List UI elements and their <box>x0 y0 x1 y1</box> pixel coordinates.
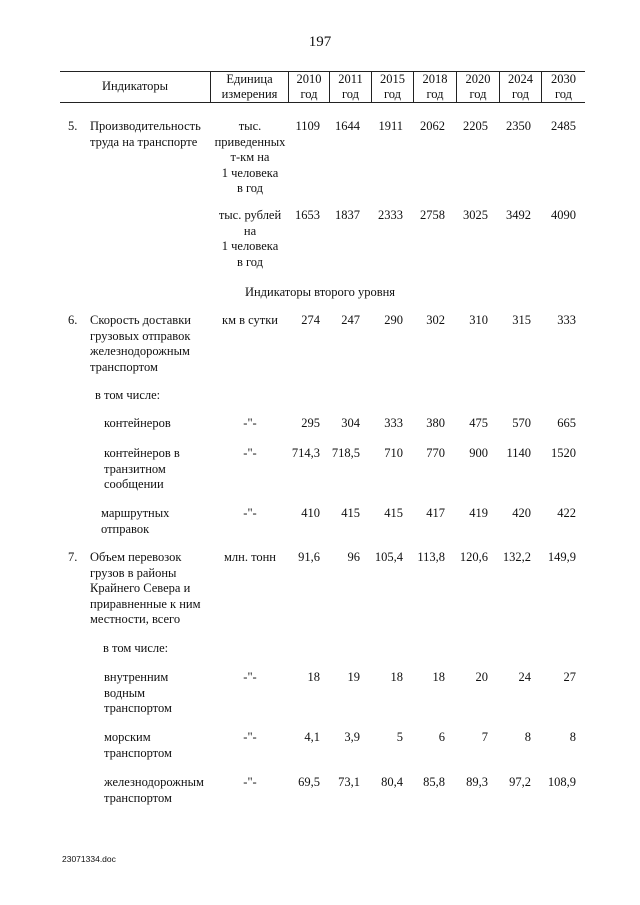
header-year-word: год <box>426 87 444 101</box>
unit-label: -"- <box>243 416 257 430</box>
header-year-word: год <box>511 87 530 101</box>
indicator-label: труда на транспорте <box>90 134 198 149</box>
value-cell: 18 <box>432 670 445 684</box>
value-cell: 710 <box>384 446 403 460</box>
header-year: 2030 <box>551 72 576 86</box>
value-cell: 24 <box>518 670 531 684</box>
value-cell: 422 <box>557 506 576 520</box>
unit-label: км в сутки <box>222 313 278 327</box>
value-cell: 333 <box>557 313 576 327</box>
value-cell: 89,3 <box>466 775 488 789</box>
value-cell: 1644 <box>335 119 360 133</box>
value-cell: 27 <box>563 670 576 684</box>
value-cell: 295 <box>301 416 320 430</box>
value-cell: 714,3 <box>291 446 320 460</box>
value-cell: 120,6 <box>459 550 488 564</box>
value-cell: 91,6 <box>298 550 320 564</box>
value-cell: 310 <box>469 313 488 327</box>
header-year: 2020 <box>465 72 491 86</box>
value-cell: 96 <box>347 550 360 564</box>
header-indicators: Индикаторы <box>101 79 169 93</box>
indicator-label: транзитном <box>104 461 166 476</box>
indicator-label: местности, всего <box>90 612 181 626</box>
including-label: в том числе: <box>95 388 161 402</box>
value-cell: 8 <box>524 730 531 744</box>
value-cell: 410 <box>301 506 320 520</box>
value-cell: 4090 <box>551 208 576 222</box>
value-cell: 419 <box>469 506 488 520</box>
value-cell: 149,9 <box>547 550 576 564</box>
header-year: 2024 <box>508 72 533 86</box>
value-cell: 105,4 <box>374 550 403 564</box>
indicator-label: транспортом <box>90 359 158 374</box>
value-cell: 20 <box>475 670 488 684</box>
header-unit-line1: Единица <box>226 72 273 86</box>
value-cell: 1109 <box>295 119 320 133</box>
value-cell: 665 <box>557 416 576 430</box>
value-cell: 718,5 <box>331 446 360 460</box>
value-cell: 7 <box>481 730 488 744</box>
value-cell: 417 <box>426 506 445 520</box>
value-cell: 2205 <box>463 119 488 133</box>
indicator-label: Скорость доставки <box>90 313 191 327</box>
indicator-label: грузов в районы <box>90 565 177 580</box>
value-cell: 570 <box>512 416 531 430</box>
indicator-label: транспортом <box>104 745 172 760</box>
value-cell: 900 <box>469 446 488 460</box>
indicator-label: сообщении <box>104 477 164 491</box>
value-cell: 333 <box>384 416 403 430</box>
value-cell: 3025 <box>463 208 488 222</box>
value-cell: 19 <box>347 670 360 684</box>
value-cell: 2758 <box>420 208 445 222</box>
footer-filename: 23071334.doc <box>62 854 116 864</box>
unit-label: в год <box>236 181 264 195</box>
row-number: 6. <box>68 313 78 327</box>
indicator-label: приравненные к ним <box>90 596 201 611</box>
value-cell: 315 <box>512 313 531 327</box>
unit-label: -"- <box>243 670 257 684</box>
unit-label: приведенных <box>214 134 286 149</box>
value-cell: 380 <box>426 416 445 430</box>
indicator-label: отправок <box>101 521 150 536</box>
header-unit-line2: измерения <box>221 87 278 101</box>
value-cell: 274 <box>301 313 320 327</box>
unit-label: т-км на <box>230 150 270 164</box>
value-cell: 2333 <box>378 208 403 222</box>
value-cell: 302 <box>426 313 445 327</box>
indicator-label: маршрутных <box>101 506 170 520</box>
value-cell: 420 <box>512 506 531 520</box>
row-number: 7. <box>68 550 78 564</box>
indicator-label: грузовых отправок <box>90 328 191 343</box>
indicator-label: железнодорожным <box>90 344 190 358</box>
indicator-label: водным <box>104 685 146 700</box>
header-year-word: год <box>383 87 402 101</box>
header-year: 2010 <box>296 72 322 86</box>
value-cell: 1911 <box>378 119 403 133</box>
indicator-label: контейнеров в <box>104 446 180 460</box>
indicator-label: Производительность <box>90 119 201 133</box>
unit-label: -"- <box>243 446 257 460</box>
value-cell: 18 <box>307 670 320 684</box>
value-cell: 73,1 <box>338 775 360 789</box>
value-cell: 415 <box>384 506 403 520</box>
unit-label: в год <box>236 254 264 269</box>
value-cell: 6 <box>438 730 445 744</box>
header-year-word: год <box>300 87 318 101</box>
unit-label: тыс. рублей <box>218 208 282 222</box>
header-year: 2018 <box>422 72 448 86</box>
value-cell: 108,9 <box>547 775 576 789</box>
value-cell: 4,1 <box>304 730 320 744</box>
value-cell: 304 <box>341 416 360 430</box>
indicator-label: морским <box>104 730 151 744</box>
value-cell: 8 <box>569 730 576 744</box>
value-cell: 97,2 <box>509 775 531 789</box>
page-number: 197 <box>308 34 332 50</box>
header-year: 2011 <box>338 72 363 86</box>
unit-label: -"- <box>243 506 257 520</box>
value-cell: 1140 <box>506 446 531 460</box>
unit-label: -"- <box>243 730 257 744</box>
value-cell: 69,5 <box>298 775 320 789</box>
indicator-label: железнодорожным <box>104 775 204 789</box>
value-cell: 85,8 <box>423 775 445 789</box>
value-cell: 113,8 <box>417 550 445 564</box>
header-year-word: год <box>469 87 487 101</box>
including-label: в том числе: <box>103 641 169 655</box>
unit-label: 1 человека <box>221 165 279 180</box>
value-cell: 3492 <box>506 208 531 222</box>
value-cell: 2350 <box>506 119 531 133</box>
value-cell: 247 <box>341 313 360 327</box>
indicator-label: Крайнего Севера и <box>90 581 191 595</box>
indicator-label: транспортом <box>104 701 172 715</box>
indicator-label: Объем перевозок <box>90 550 182 564</box>
indicator-label: внутренним <box>104 670 169 684</box>
value-cell: 1653 <box>295 208 320 222</box>
value-cell: 3,9 <box>344 730 360 744</box>
unit-label: 1 человека <box>221 239 279 253</box>
section-title: Индикаторы второго уровня <box>244 285 396 299</box>
value-cell: 2062 <box>420 119 445 133</box>
value-cell: 475 <box>469 416 488 430</box>
value-cell: 80,4 <box>381 775 403 789</box>
value-cell: 290 <box>384 313 403 327</box>
value-cell: 5 <box>396 730 403 744</box>
indicator-label: транспортом <box>104 790 172 805</box>
unit-label: тыс. <box>238 119 262 133</box>
unit-label: млн. тонн <box>223 550 276 564</box>
value-cell: 415 <box>341 506 360 520</box>
header-year-word: год <box>341 87 360 101</box>
value-cell: 1520 <box>551 446 576 460</box>
indicator-label: контейнеров <box>104 416 171 430</box>
value-cell: 770 <box>426 446 445 460</box>
value-cell: 18 <box>390 670 403 684</box>
header-year-word: год <box>554 87 573 101</box>
unit-label: на <box>243 223 257 238</box>
header-year: 2015 <box>380 72 405 86</box>
row-number: 5. <box>68 119 78 133</box>
value-cell: 2485 <box>551 119 576 133</box>
value-cell: 1837 <box>335 208 360 222</box>
unit-label: -"- <box>243 775 257 789</box>
value-cell: 132,2 <box>502 550 531 564</box>
